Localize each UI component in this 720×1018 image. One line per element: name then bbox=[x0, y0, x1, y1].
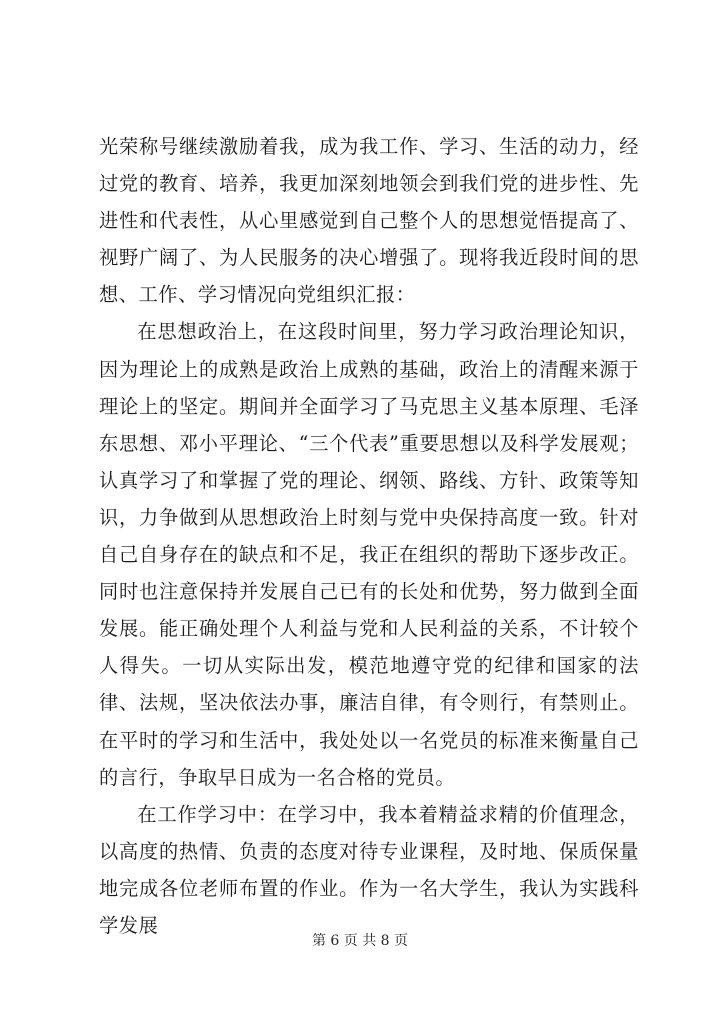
paragraph-1: 光荣称号继续激励着我，成为我工作、学习、生活的动力，经过党的教育、培养，我更加深刻地领会到我们党的进步性、先进性和代表性，从心里感觉到自己整个人的思想觉悟提高了、视野广阔了、为人民服务的决心增强了。现将我近段时间的思想、工作、学习情况向党组织汇报： bbox=[99, 135, 639, 307]
paragraph-2: 在思想政治上，在这段时间里，努力学习政治理论知识，因为理论上的成熟是政治上成熟的基础，政治上的清醒来源于理论上的坚定。期间并全面学习了马克思主义基本原理、毛泽东思想、邓小平理论、“三个代表”重要思想以及科学发展观；认真学习了和掌握了党的理论、纲领、路线、方针、政策等知识，力争做到从思想政治上时刻与党中央保持高度一致。针对自己自身存在的缺点和不足，我正在组织的帮助下逐步改正。同时也注意保持并发展自己已有的长处和优势，努力做到全面发展。能正确处理个人利益与党和人民利益的关系，不计较个人得失。一切从实际出发，模范地遵守党的纪律和国家的法律、法规，坚决依法办事，廉洁自律，有令则行，有禁则止。在平时的学习和生活中，我处处以一名党员的标准来衡量自己的言行，争取早日成为一名合格的党员。 bbox=[99, 320, 639, 789]
page-number-footer: 第 6 页 共 8 页 bbox=[311, 933, 409, 949]
paragraph-3: 在工作学习中：在学习中，我本着精益求精的价值理念，以高度的热情、负责的态度对待专业课程，及时地、保质保量地完成各位老师布置的作业。作为一名大学生，我认为实践科学发展 bbox=[99, 802, 639, 937]
document-body bbox=[99, 128, 639, 944]
